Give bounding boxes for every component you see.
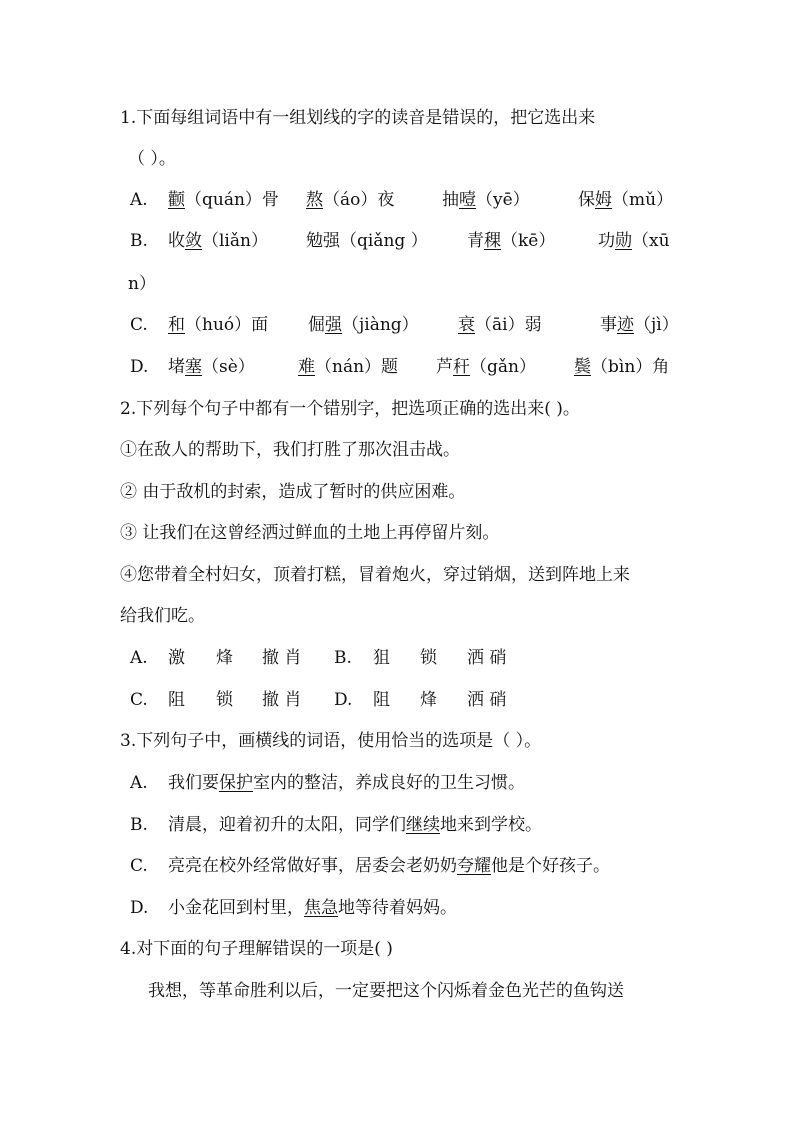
word-item: 倔强（jiàng） [308, 315, 419, 335]
q1-stem: 1.下面每组词语中有一组划线的字的读音是错误的，把它选出来 [120, 108, 596, 128]
q2-sentence-2: ② 由于敌机的封索，造成了暂时的供应困难。 [120, 482, 466, 502]
q2-sentence-4-cont: 给我们吃。 [120, 606, 205, 626]
option-label: C. [130, 856, 148, 876]
q2-option-a-char: 烽 [216, 648, 233, 668]
q3-stem: 3.下列句子中，画横线的词语，使用恰当的选项是（ ）。 [120, 731, 542, 751]
q2-options-row-1 [0, 647, 794, 669]
q3-option-d[interactable] [0, 897, 794, 919]
q1-option-b[interactable] [0, 230, 794, 252]
q2-sentence-3: ③ 让我们在这曾经洒过鲜血的土地上再停留片刻。 [120, 523, 500, 543]
q2-sentence-1: ①在敌人的帮助下，我们打胜了那次沮击战。 [120, 440, 460, 460]
q2-option-d-char: 烽 [420, 690, 437, 710]
q2-option-c-label[interactable]: C. [130, 690, 148, 710]
q3-option-b[interactable] [0, 814, 794, 836]
option-label: B. [130, 231, 148, 251]
q2-option-a-char: 撤 肖 [262, 648, 302, 668]
q2-option-a-label[interactable]: A. [130, 648, 148, 668]
option-label: A. [130, 773, 148, 793]
q2-options-row-2 [0, 689, 794, 711]
word-item: 鬓（bìn）角 [574, 357, 670, 377]
word-item: 熬（áo）夜 [306, 190, 395, 210]
q1-answer-blank: （ ）。 [128, 149, 176, 169]
word-item: 和（huó）面 [168, 315, 269, 335]
q2-option-c-char: 锁 [216, 690, 233, 710]
word-item: 抽噎（yē） [442, 190, 530, 210]
q2-option-b-char: 锁 [420, 648, 437, 668]
q2-sentence-4: ④您带着全村妇女，顶着打糕，冒着炮火，穿过销烟，送到阵地上来 [120, 565, 630, 585]
word-item: 难（nán）题 [298, 357, 399, 377]
q2-option-b-char: 洒 硝 [467, 648, 507, 668]
word-item: 收敛（liǎn） [168, 231, 268, 251]
option-label: B. [130, 815, 148, 835]
word-item: 事迹（jì） [600, 315, 679, 335]
option-label: C. [130, 315, 148, 335]
q4-passage: 我想，等革命胜利以后，一定要把这个闪烁着金色光芒的鱼钩送 [148, 981, 624, 1001]
option-label: D. [130, 898, 149, 918]
q1-option-a[interactable] [0, 189, 794, 211]
option-label: D. [130, 357, 149, 377]
q3-option-c[interactable] [0, 855, 794, 877]
option-sentence: 清晨，迎着初升的太阳，同学们继续地来到学校。 [168, 815, 542, 835]
word-item: 堵塞（sè） [168, 357, 255, 377]
q2-option-b-char: 狙 [373, 648, 390, 668]
q2-option-d-char: 阻 [373, 690, 390, 710]
option-sentence: 我们要保护室内的整洁，养成良好的卫生习惯。 [168, 773, 525, 793]
q3-option-a[interactable] [0, 772, 794, 794]
word-item: 衰（āi）弱 [458, 315, 542, 335]
option-sentence: 小金花回到村里，焦急地等待着妈妈。 [168, 898, 457, 918]
q1-option-b-wrap: n） [128, 274, 156, 294]
q2-option-a-char: 激 [168, 648, 185, 668]
word-item: 功勋（xū [598, 231, 670, 251]
word-item: 青稞（kē） [467, 231, 556, 251]
word-item: 芦秆（gǎn） [436, 357, 536, 377]
word-item: 保姆（mǔ） [578, 190, 674, 210]
q2-option-c-char: 阻 [168, 690, 185, 710]
q4-stem: 4.对下面的句子理解错误的一项是( ) [120, 939, 393, 959]
option-label: A. [130, 190, 148, 210]
q1-option-d[interactable] [0, 356, 794, 378]
option-sentence: 亮亮在校外经常做好事，居委会老奶奶夸耀他是个好孩子。 [168, 856, 610, 876]
q2-option-d-char: 洒 硝 [467, 690, 507, 710]
word-item: 勉强（qiǎng ） [306, 231, 428, 251]
word-item: 颧（quán）骨 [168, 190, 279, 210]
q1-option-c[interactable] [0, 314, 794, 336]
q2-stem: 2.下列每个句子中都有一个错别字，把选项正确的选出来( )。 [120, 399, 580, 419]
q2-option-b-label[interactable]: B. [334, 648, 352, 668]
q2-option-d-label[interactable]: D. [334, 690, 353, 710]
q2-option-c-char: 撤 肖 [262, 690, 302, 710]
